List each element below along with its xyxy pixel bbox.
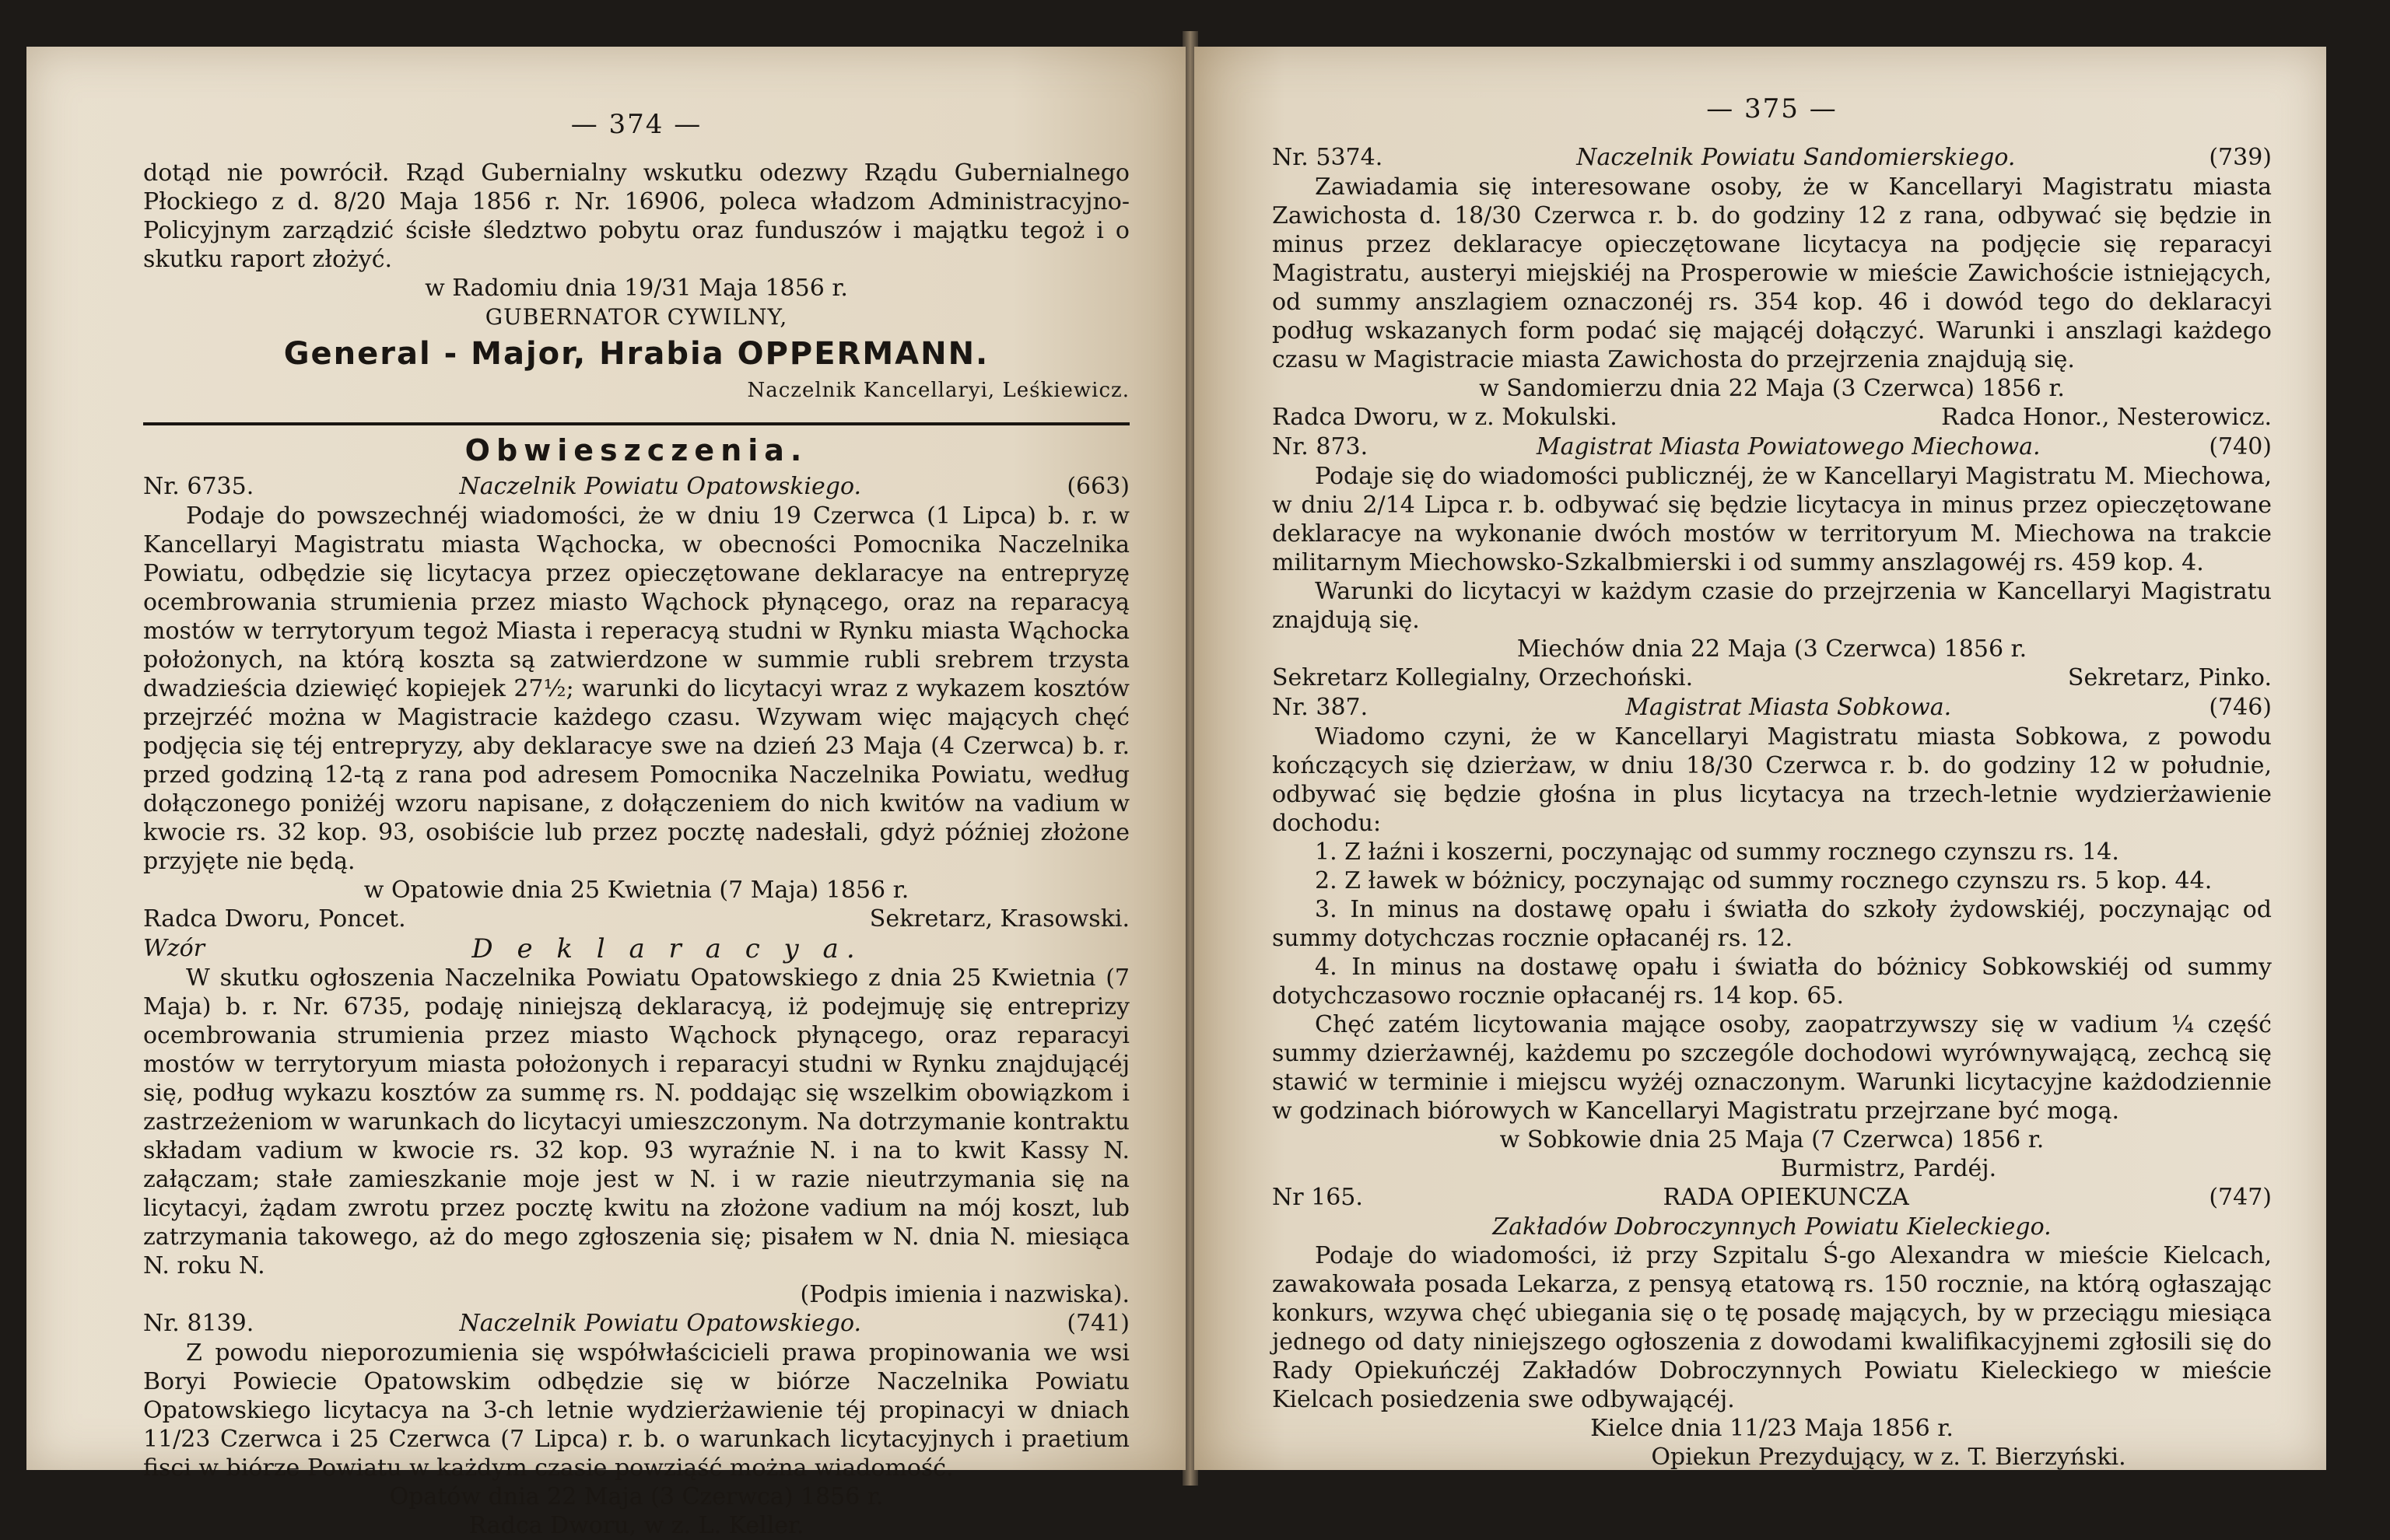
governor-title: GUBERNATOR CYWILNY, [485,304,788,330]
declaration-title: D e k l a r a c y a. [471,933,863,964]
list-item: 1. Z łaźni i koszerni, poczynając od summy rocznego czynszu rs. 14. [1315,838,2119,866]
intro-paragraph: dotąd nie powrócił. Rząd Gubernialny wskutku odezwy Rządu Gubernialnego Płockiego z d. 8/20 Maja 1856 r. Nr. 16906, poleca władzom Administracyjno-Policyjnym zarządzić ścisłe śledztwo pobytu oraz funduszów i majątku tegoż i o skutku raport złożyć. [143,159,1130,273]
notice-header [1272,143,2272,173]
notice-number: Nr 165. [1272,1184,1363,1211]
notice-date: w Sandomierzu dnia 22 Maja (3 Czerwca) 1856 r. [1479,375,2065,402]
notice-header [1272,693,2272,723]
notice-code: (747) [2209,1184,2272,1211]
notice-office: Magistrat Miasta Powiatowego Miechowa. [1536,433,2041,460]
notice-text: Wiadomo czyni, że w Kancellaryi Magistratu miasta Sobkowa, z powodu kończących się dzierżaw, w dniu 18/30 Czerwca r. b. do godziny 12 w południe, odbywać się będzie głośna in plus licytacya na trzech-letnie wydzierżawienie dochodu: [1272,723,2272,837]
signature-right: Sekretarz, Pinko. [2067,664,2272,691]
notice-office: Magistrat Miasta Sobkowa. [1625,694,1952,721]
notice-office: Naczelnik Powiatu Sandomierskiego. [1576,144,2016,171]
notice-text: Z powodu nieporozumienia się współwłaścicieli prawa propinowania we wsi Boryi Powiecie Opatowskim odbędzie się w biórze Naczelnika Powiatu Opatowskiego licytacya na 3-ch letnie wydzierżawienie téj propinacyi w dniach 11/23 Czerwca i 25 Czerwca (7 Lipca) r. b. o warunkach licytacyjnych i praetium fisci w biórze Powiatu w każdym czasie powziąść można wiadomość. [143,1339,1130,1482]
signature-left: Sekretarz Kollegialny, Orzechoński. [1272,664,1694,691]
notice-office: Naczelnik Powiatu Opatowskiego. [459,473,862,500]
notice-header [1272,432,2272,462]
page-number-right: — 375 — [1706,93,1838,124]
notice-signature: Opiekun Prezydujący, w z. T. Bierzyński. [1651,1444,2126,1471]
notice-text: Podaje się do wiadomości publicznéj, że w Kancellaryi Magistratu M. Miechowa, w dniu 2/14 Lipca r. b. odbywać się będzie licytacya in minus przez opieczętowane deklaracye na wykonanie dwóch mostów w territoryum M. Miechowa na trakcie militarnym Miechowsko-Szkalbmierski i od summy anszlagowéj rs. 459 kop. 4. [1272,463,2272,576]
notice-signatures [1272,403,2272,432]
notice-signatures [143,905,1130,934]
notice-number: Nr. 6735. [143,473,254,500]
notice-header [143,472,1130,502]
notice-subtitle: Zakładów Dobroczynnych Powiatu Kieleckiego. [1492,1213,2052,1241]
list-item: 4. In minus na dostawę opału i światła do bóżnicy Sobkowskiéj od summy dotychczasowo rocznie opłacanéj rs. 14 kop. 65. [1272,954,2272,1010]
section-title: Obwieszczenia. [464,433,808,467]
notice-code: (663) [1067,473,1130,500]
notice-date: Opatów dnia 22 Maja (3 Czerwca) 1856 r. [389,1483,884,1510]
notice-header [143,1309,1130,1339]
signature-left: Radca Dworu, Poncet. [143,905,406,933]
notice-text: Podaje do wiadomości, iż przy Szpitalu Ś-go Alexandra w mieście Kielcach, zawakowała posada Lekarza, z pensyą etatową rs. 150 rocznie, na którą ogłaszając konkurs, wzywa chęć ubiegania się o tę posadę mających, by w przeciągu miesiąca jednego od daty niniejszego ogłoszenia z dowodami kwalifikacyjnemi zgłosili się do Rady Opiekuńczéj Zakładów Dobroczynnych Powiatu Kieleckiego w mieście Kielcach posiedzenia swe odbywającéj. [1272,1242,2272,1413]
chancellery-signature: Naczelnik Kancellaryi, Leśkiewicz. [747,379,1130,402]
notice-office: RADA OPIEKUNCZA [1663,1184,1909,1211]
notice-signature: Burmistrz, Pardéj. [1780,1155,1997,1182]
declaration-signature: (Podpis imienia i nazwiska). [800,1281,1130,1308]
signature-right: Radca Honor., Nesterowicz. [1941,404,2272,431]
notice-text-2: Chęć zatém licytowania mające osoby, zaopatrzywszy się w vadium ¼ część summy dzierżawnéj, każdemu po szczególe dochodowi wyrównywającą, zechcą się stawić w terminie i miejscu wyżéj oznaczonym. Warunki licytacyjne każdodziennie w godzinach biórowych w Kancellaryi Magistratu przejrzane być mogą. [1272,1011,2272,1125]
notice-date: Miechów dnia 22 Maja (3 Czerwca) 1856 r. [1516,635,2027,663]
notice-text-2: Warunki do licytacyi w każdym czasie do przejrzenia w Kancellaryi Magistratu znajdują się. [1272,578,2272,634]
notice-number: Nr. 8139. [143,1310,254,1337]
signature-right: Sekretarz, Krasowski. [869,905,1130,933]
notice-code: (746) [2209,694,2272,721]
notice-date: w Opatowie dnia 25 Kwietnia (7 Maja) 1856 r. [363,877,909,904]
notice-number: Nr. 873. [1272,433,1368,460]
signature-left: Radca Dworu, w z. Mokulski. [1272,404,1617,431]
notice-date: w Sobkowie dnia 25 Maja (7 Czerwca) 1856 r. [1499,1126,2045,1153]
page-number-left: — 374 — [570,109,703,140]
notice-number: Nr. 387. [1272,694,1368,721]
list-item: 2. Z ławek w bóżnicy, poczynając od summy rocznego czynszu rs. 5 kop. 44. [1315,867,2213,894]
notice-code: (739) [2209,144,2272,171]
notice-header [1272,1183,2272,1213]
notice-text: Zawiadamia się interesowane osoby, że w Kancellaryi Magistratu miasta Zawichosta d. 18/30 Czerwca r. b. do godziny 12 z rana, odbywać się będzie in minus przez deklaracye opieczętowane licytacya na podjęcie się reparacyi Magistratu, austeryi miejskiéj na Prosperowie w mieście Zawichoście istniejących, od summy anszlagiem oznaczonéj rs. 354 kop. 46 i dowód tego do deklaracyi podług wskazanych form podać się mającéj dołączyć. Warunki i anszlagi każdego czasu w Magistracie miasta Zawichosta do przejrzenia znajdują się. [1272,173,2272,373]
template-label: Wzór [143,935,205,962]
list-item: 3. In minus na dostawę opału i światła do szkoły żydowskiéj, poczynając od summy dotychczas rocznie opłacanéj rs. 12. [1272,896,2272,952]
notice-code: (740) [2209,433,2272,460]
right-page [1194,47,2326,1470]
declaration-heading [143,934,1130,964]
intro-date: w Radomiu dnia 19/31 Maja 1856 r. [425,275,848,302]
notice-date: Kielce dnia 11/23 Maja 1856 r. [1590,1415,1954,1442]
left-page [26,47,1186,1539]
notice-text: Podaje do powszechnéj wiadomości, że w dniu 19 Czerwca (1 Lipca) b. r. w Kancellaryi Magistratu miasta Wąchocka, w obecności Pomocnika Naczelnika Powiatu, odbędzie się licytacya przez opieczętowane deklaracye na entrepryzę ocembrowania strumienia przez miasto Wąchock płynącego, oraz na reparacyą mostów w terrytoryum tegoż Miasta i reperacyą studni w Rynku miasta Wąchocka położonych, na którą koszta są zatwierdzone w summie rubli srebrem trzysta dwadzieścia dziewięć kopiejek 27½; warunki do licytacyi wraz z wykazem kosztów przejrzéć można w Magistracie każdego czasu. Wzywam więc mających chęć podjęcia się téj entrepryzy, aby deklaracye swe na dzień 23 Maja (4 Czerwca) b. r. przed godziną 12-tą z rana pod adresem Pomocnika Naczelnika Powiatu, według dołączonego poniżéj wzoru napisane, z dołączeniem do nich kwitów na vadium w kwocie rs. 32 kop. 93, osobiście lub przez pocztę nadesłali, gdyż później złożone przyjęte nie będą. [143,502,1130,875]
section-divider [143,422,1130,425]
notice-code: (741) [1067,1310,1130,1337]
notice-office: Naczelnik Powiatu Opatowskiego. [459,1310,862,1337]
notice-signatures [1272,663,2272,693]
notice-signature: Radca Dworu, w z. L. Keller. [468,1512,804,1539]
governor-name: General - Major, Hrabia OPPERMANN. [283,336,990,372]
notice-number: Nr. 5374. [1272,144,1383,171]
declaration-text: W skutku ogłoszenia Naczelnika Powiatu Opatowskiego z dnia 25 Kwietnia (7 Maja) b. r. Nr. 6735, podaję niniejszą deklaracyą, iż podejmuję się entreprizy ocembrowania strumienia przez miasto Wąchock płynącego, oraz reparacyi mostów w terrytoryum miasta położonych i reparacyi studni w Rynku znajdującéj się, podług wykazu kosztów za summę rs. N. poddając się wszelkim obowiązkom i zastrzeżeniom w warunkach do licytacyi umieszczonym. Na dotrzymanie kontraktu składam vadium w kwocie rs. 32 kop. 93 wyraźnie N. i na to kwit Kassy N. załączam; stałe zamieszkanie moje jest w N. i w razie nieutrzymania się na licytacyi, żądam zwrotu przez pocztę kwitu na złożone vadium na mój koszt, lub zatrzymania takowego, aż do mego zgłoszenia się; pisałem w N. dnia N. miesiąca N. roku N. [143,964,1130,1279]
